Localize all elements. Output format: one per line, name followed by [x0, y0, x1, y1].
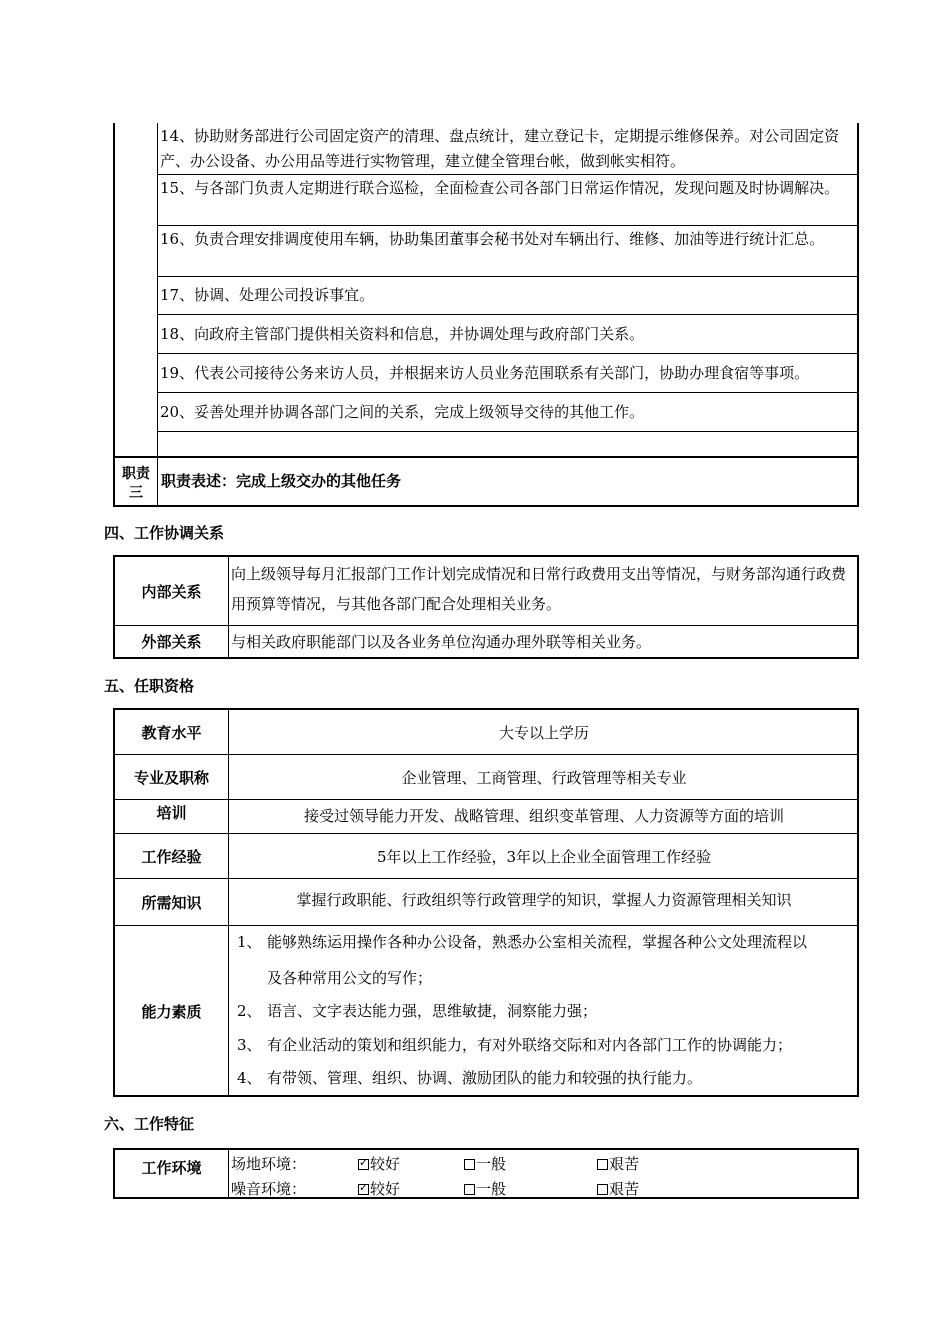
ability-text: 能够熟练运用操作各种办公设备，熟悉办公室相关流程，掌握各种公文处理流程以: [267, 933, 808, 951]
qualifications-table: [113, 708, 859, 1097]
option-label: 艰苦: [609, 1155, 640, 1173]
ability-item-1: [237, 931, 807, 952]
duty-item-empty: [158, 432, 857, 457]
checkbox-empty-icon: [464, 1159, 475, 1170]
ability-num: 1、: [237, 933, 262, 951]
internal-label: 内部关系: [141, 582, 202, 601]
ability-item-4: [237, 1067, 702, 1088]
duty-item-16: 16、负责合理安排调度使用车辆，协助集团董事会秘书处对车辆出行、维修、加油等进行统计汇总。: [158, 226, 857, 277]
checkbox-empty-icon: [464, 1184, 475, 1195]
major-label: 专业及职称: [133, 768, 209, 787]
env-label: 工作环境: [141, 1159, 202, 1177]
ability-num: 2、: [237, 1002, 262, 1020]
duty-item-15: 15、与各部门负责人定期进行联合巡检，全面检查公司各部门日常运作情况，发现问题及时协调解决。: [158, 175, 857, 226]
ability-text: 有带领、管理、组织、协调、激励团队的能力和较强的执行能力。: [267, 1069, 703, 1087]
option-label: 较好: [370, 1180, 401, 1198]
noise-opt-hard[interactable]: [597, 1178, 639, 1199]
external-text: 与相关政府职能部门以及各业务单位沟通办理外联等相关业务。: [231, 633, 652, 651]
duty-item-17: 17、协调、处理公司投诉事宜。: [158, 277, 857, 315]
ability-item-2: [237, 1000, 597, 1021]
ability-text: 语言、文字表达能力强，思维敏捷，洞察能力强；: [267, 1002, 598, 1020]
checkbox-empty-icon: [597, 1159, 608, 1170]
experience-value: 5年以上工作经验，3年以上企业全面管理工作经验: [376, 847, 712, 866]
site-opt-good[interactable]: [358, 1153, 400, 1174]
external-label: 外部关系: [141, 633, 202, 651]
ability-num: 4、: [237, 1069, 262, 1087]
major-value: 企业管理、工商管理、行政管理等相关专业: [401, 768, 687, 787]
section6-title: 六、工作特征: [104, 1115, 195, 1133]
noise-opt-good[interactable]: [358, 1178, 400, 1199]
education-value: 大专以上学历: [498, 723, 589, 742]
duty-item-19: 19、代表公司接待公务来访人员，并根据来访人员业务范围联系有关部门，协助办理食宿等事项。: [158, 354, 857, 393]
section4-title: 四、工作协调关系: [104, 524, 225, 542]
duty3-divider: [115, 456, 857, 458]
checkbox-checked-icon: [358, 1159, 369, 1170]
education-label: 教育水平: [141, 723, 202, 742]
site-opt-normal[interactable]: [464, 1153, 506, 1174]
checkbox-checked-icon: [358, 1184, 369, 1195]
ability-num: 3、: [237, 1036, 262, 1054]
option-label: 较好: [370, 1155, 401, 1173]
experience-label: 工作经验: [141, 847, 202, 866]
duty-item-20: 20、妥善处理并协调各部门之间的关系，完成上级领导交待的其他工作。: [158, 393, 857, 432]
duty3-text: 职责表述：完成上级交办的其他任务: [161, 472, 402, 490]
duty-item-14: 14、协助财务部进行公司固定资产的清理、盘点统计，建立登记卡，定期提示维修保养。对公司固定资产、办公设备、办公用品等进行实物管理，建立健全管理台帐，做到帐实相符。: [158, 123, 857, 175]
noise-env-name: 噪音环境：: [231, 1180, 307, 1198]
training-label: 培训: [156, 804, 187, 822]
checkbox-empty-icon: [597, 1184, 608, 1195]
duty3-label: 职责三: [122, 466, 150, 501]
duty-item-18: 18、向政府主管部门提供相关资料和信息，并协调处理与政府部门关系。: [158, 315, 857, 354]
coordination-table: [113, 555, 859, 659]
work-features-table: [113, 1148, 859, 1199]
noise-opt-normal[interactable]: [464, 1178, 506, 1199]
ability-label: 能力素质: [141, 1003, 202, 1021]
site-env-name: 场地环境：: [231, 1155, 307, 1173]
internal-text: 向上级领导每月汇报部门工作计划完成情况和日常行政费用支出等情况，与财务部沟通行政费用预算等情况，与其他各部门配合处理相关业务。: [231, 565, 847, 613]
knowledge-label: 所需知识: [141, 893, 202, 912]
ability-item-3: [237, 1034, 792, 1055]
option-label: 一般: [476, 1155, 507, 1173]
ability-item-1-cont: 及各种常用公文的写作；: [267, 969, 433, 987]
ability-text: 有企业活动的策划和组织能力，有对外联络交际和对内各部门工作的协调能力；: [267, 1036, 793, 1054]
option-label: 一般: [476, 1180, 507, 1198]
knowledge-value: 掌握行政职能、行政组织等行政管理学的知识，掌握人力资源管理相关知识: [296, 890, 792, 909]
option-label: 艰苦: [609, 1180, 640, 1198]
duties-table: [113, 123, 859, 507]
training-value: 接受过领导能力开发、战略管理、组织变革管理、人力资源等方面的培训: [303, 806, 784, 825]
site-opt-hard[interactable]: [597, 1153, 639, 1174]
column-divider: [228, 1150, 229, 1197]
section5-title: 五、任职资格: [104, 677, 195, 695]
